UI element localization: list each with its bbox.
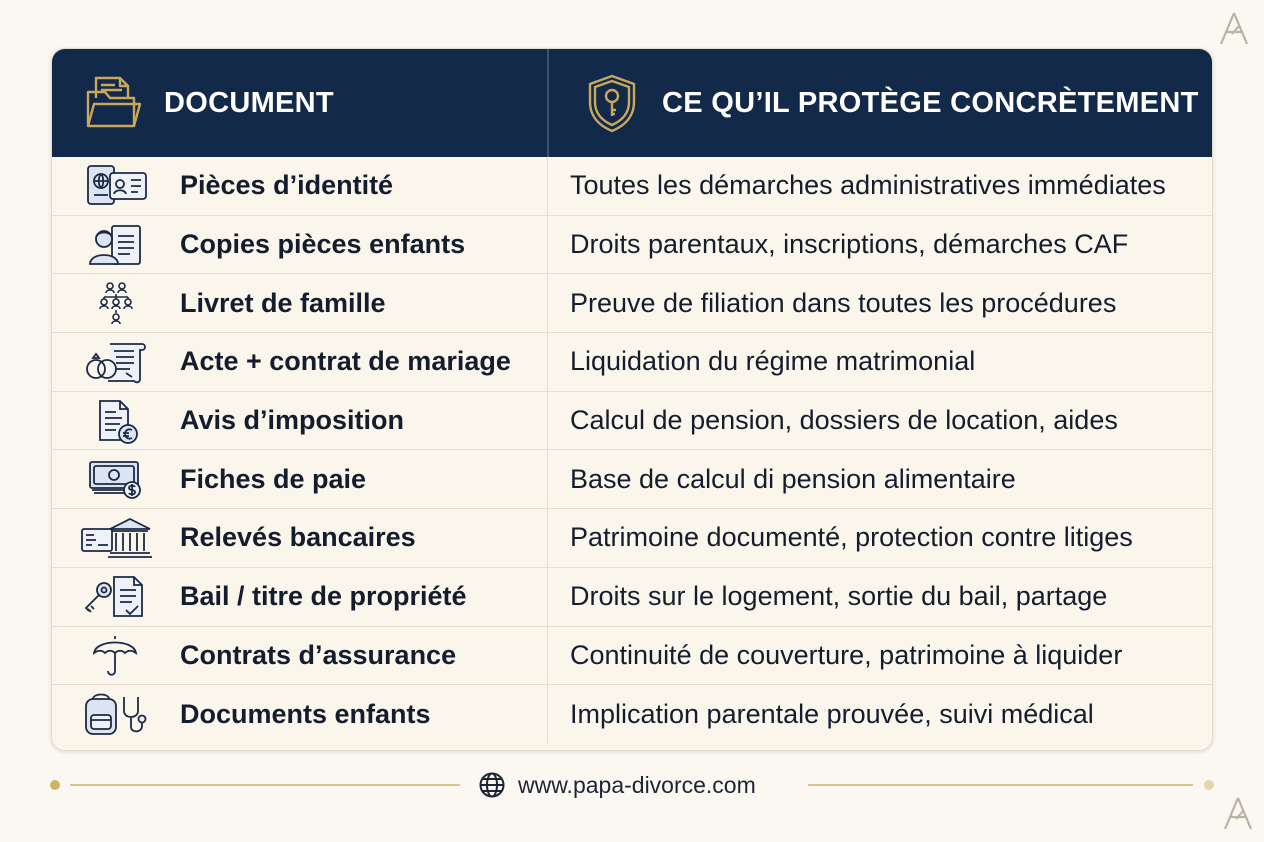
header-document-label: DOCUMENT [164, 86, 334, 119]
folder-icon [82, 72, 144, 134]
footer-link[interactable] [478, 768, 756, 802]
logo-a-icon [1217, 10, 1251, 48]
banknote-icon [80, 456, 152, 502]
column-divider [547, 627, 548, 685]
header-document [82, 49, 542, 157]
footer-divider [70, 784, 460, 786]
row-document: Contrats d’assurance [180, 639, 457, 670]
header-divider [547, 49, 549, 157]
column-divider [547, 333, 548, 391]
row-document: Relevés bancaires [180, 522, 416, 553]
column-divider [547, 216, 548, 274]
row-protects: Droits sur le logement, sortie du bail, partage [570, 581, 1108, 612]
tax-document-icon [80, 398, 152, 444]
row-protects: Implication parentale prouvée, suivi médical [570, 699, 1094, 730]
column-divider [547, 568, 548, 626]
column-divider [547, 157, 548, 215]
row-protects: Patrimoine documenté, protection contre litiges [570, 522, 1133, 553]
row-protects: Droits parentaux, inscriptions, démarches CAF [570, 229, 1129, 260]
row-document: Avis d’imposition [180, 405, 405, 436]
row-protects: Preuve de filiation dans toutes les procédures [570, 287, 1117, 318]
table-row [52, 568, 1213, 627]
table-row [52, 509, 1213, 568]
table-row [52, 392, 1213, 451]
row-document: Acte + contrat de mariage [180, 346, 511, 377]
row-protects: Continuité de couverture, patrimoine à liquider [570, 639, 1123, 670]
footer-dot [50, 780, 60, 790]
shield-key-icon [584, 72, 640, 134]
table-row [52, 627, 1213, 686]
backpack-stethoscope-icon [74, 691, 158, 737]
table-row [52, 333, 1213, 392]
row-protects: Liquidation du régime matrimonial [570, 346, 976, 377]
key-document-icon [80, 574, 152, 620]
footer [0, 760, 1264, 810]
footer-url[interactable]: www.papa-divorce.com [518, 771, 756, 798]
footer-divider [808, 784, 1193, 786]
header-protects [584, 49, 1204, 157]
row-document: Livret de famille [180, 287, 386, 318]
row-document: Pièces d’identité [180, 170, 394, 201]
id-card-icon [80, 163, 152, 209]
table-row [52, 216, 1213, 275]
column-divider [547, 450, 548, 508]
row-protects: Calcul de pension, dossiers de location, aides [570, 405, 1118, 436]
umbrella-icon [80, 633, 152, 679]
logo-a-icon [1221, 795, 1255, 833]
column-divider [547, 509, 548, 567]
row-document: Documents enfants [180, 699, 431, 730]
table-body [52, 157, 1213, 744]
header-protects-label: CE QU’IL PROTÈGE CONCRÈTEMENT [662, 86, 1199, 119]
row-document: Copies pièces enfants [180, 229, 466, 260]
column-divider [547, 392, 548, 450]
column-divider [547, 274, 548, 332]
rings-scroll-icon [80, 339, 152, 385]
table-row [52, 274, 1213, 333]
bank-icon [80, 515, 152, 561]
child-document-icon [80, 222, 152, 268]
row-protects: Toutes les démarches administratives immédiates [570, 170, 1166, 201]
table-row [52, 685, 1213, 744]
globe-icon [478, 771, 506, 799]
row-document: Bail / titre de propriété [180, 581, 467, 612]
column-divider [547, 685, 548, 744]
footer-dot [1204, 780, 1214, 790]
row-protects: Base de calcul di pension alimentaire [570, 463, 1016, 494]
row-document: Fiches de paie [180, 463, 367, 494]
family-tree-icon [80, 280, 152, 326]
table-header [52, 49, 1213, 157]
documents-table [51, 48, 1213, 751]
table-row [52, 450, 1213, 509]
table-row [52, 157, 1213, 216]
